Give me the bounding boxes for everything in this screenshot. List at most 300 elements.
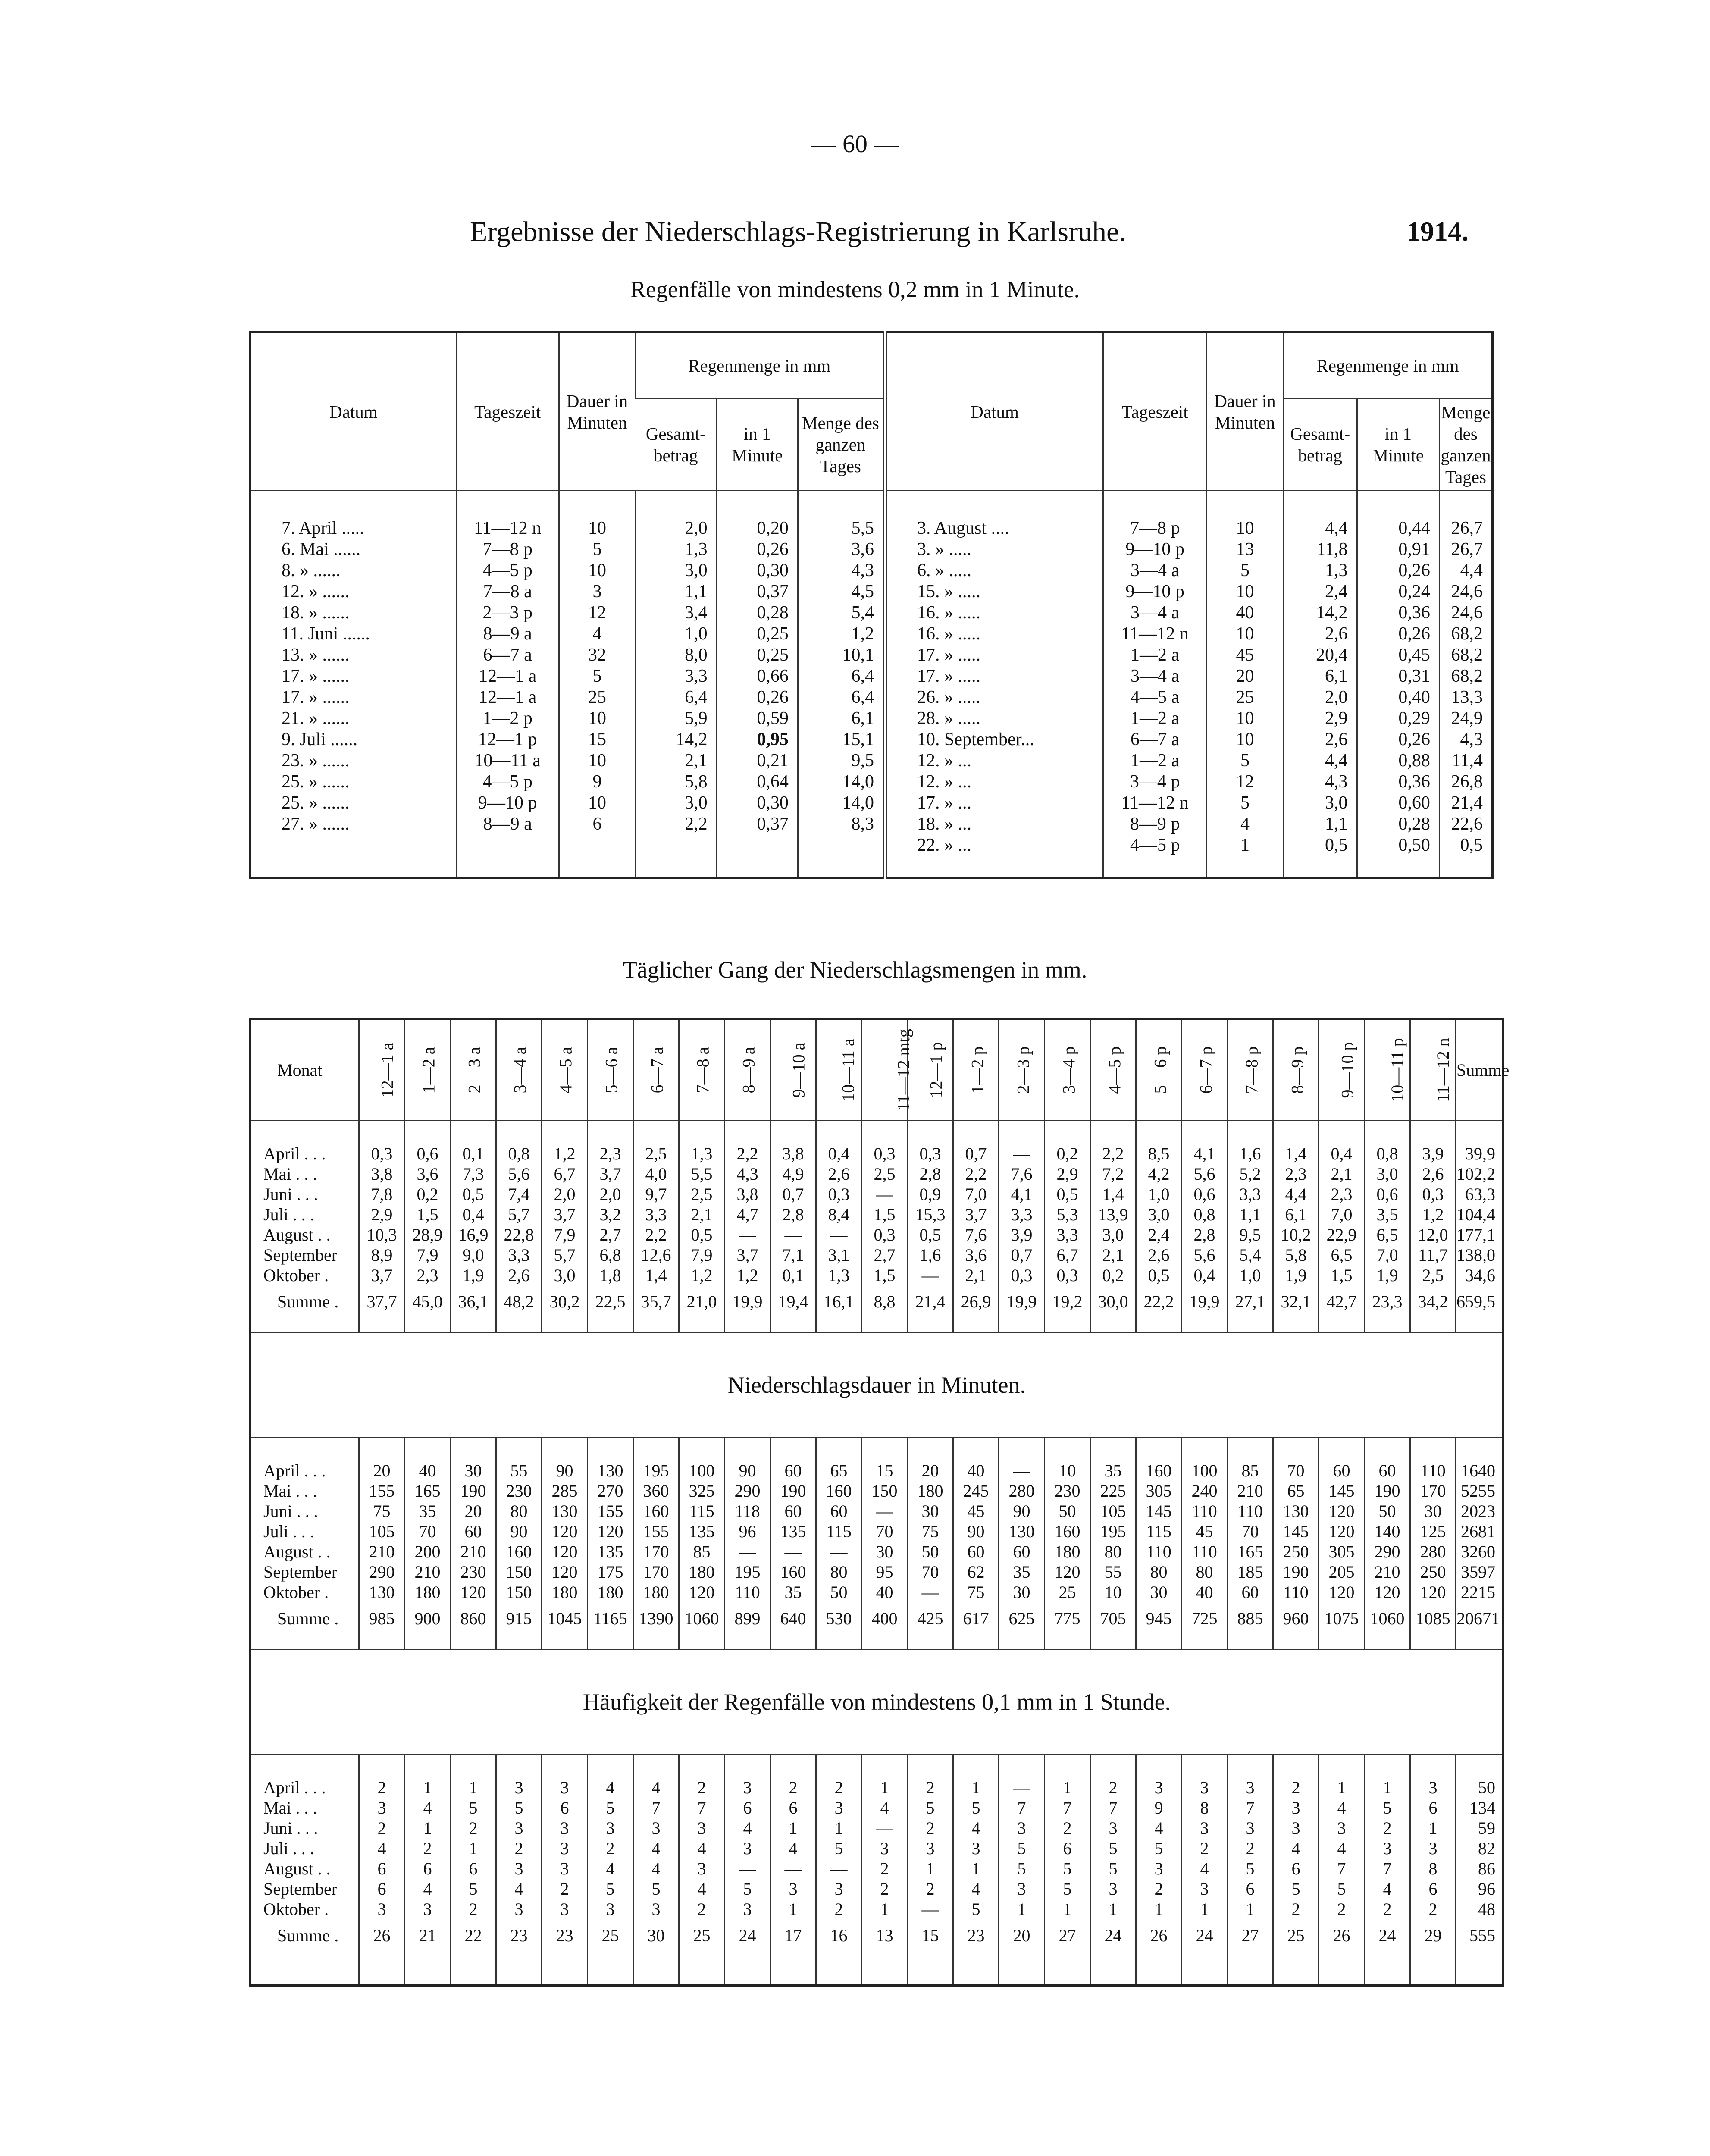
value-cell: 3 — [862, 1838, 908, 1858]
empty-cell — [1456, 1946, 1503, 1986]
empty-cell — [633, 1946, 679, 1986]
right-cell: 11,8 — [1283, 539, 1357, 560]
empty-cell — [862, 1629, 908, 1650]
right-cell: 6,1 — [1283, 666, 1357, 687]
empty-cell — [359, 1946, 405, 1986]
table-row — [251, 835, 1493, 856]
section3-subtitle-row — [251, 1333, 1503, 1438]
value-cell: 3,3 — [1228, 1184, 1273, 1204]
section1-subtitle: Regenfälle von mindestens 0,2 mm in 1 Minute. — [630, 276, 1080, 302]
value-cell: 240 — [1182, 1481, 1228, 1501]
sum-value: 25 — [679, 1919, 725, 1946]
value-cell: 3,0 — [1365, 1164, 1410, 1184]
value-cell: 3 — [1365, 1838, 1410, 1858]
value-cell: 3 — [542, 1838, 588, 1858]
empty-cell — [588, 1755, 633, 1778]
left-cell: 7—8 a — [456, 581, 559, 602]
spacer-row — [251, 1438, 1503, 1461]
value-cell: 6,1 — [1273, 1204, 1319, 1225]
section2-subtitle: Täglicher Gang der Niederschlagsmengen in mm. — [623, 957, 1087, 983]
value-cell: 8 — [1410, 1858, 1456, 1879]
empty-cell — [1456, 1121, 1503, 1144]
sum-value: 16 — [816, 1919, 862, 1946]
hour-header — [451, 1019, 496, 1121]
empty-cell — [1090, 1438, 1136, 1461]
value-cell: 3,0 — [1090, 1225, 1136, 1245]
value-cell: 7 — [999, 1798, 1045, 1818]
value-cell: 7 — [633, 1798, 679, 1818]
row-sum: 34,6 — [1456, 1265, 1503, 1285]
value-cell: 1 — [953, 1858, 999, 1879]
sum-value: 640 — [770, 1602, 816, 1629]
value-cell: 7,9 — [679, 1245, 725, 1265]
value-cell: 2 — [451, 1899, 496, 1919]
value-cell: 3 — [999, 1879, 1045, 1899]
value-cell: 0,4 — [451, 1204, 496, 1225]
row-sum: 138,0 — [1456, 1245, 1503, 1265]
empty-cell — [816, 1755, 862, 1778]
empty-cell — [251, 1438, 359, 1461]
value-cell: 0,8 — [496, 1144, 542, 1164]
hour-label: 7—8 p — [1242, 1046, 1262, 1094]
left-cell: 2,2 — [636, 814, 717, 835]
empty-cell — [1319, 1312, 1365, 1333]
empty-cell — [451, 1755, 496, 1778]
left-cell: 17. » ...... — [282, 687, 350, 707]
value-cell: 75 — [359, 1501, 405, 1521]
value-cell: 1 — [451, 1777, 496, 1798]
empty-cell — [1090, 1946, 1136, 1986]
empty-cell — [679, 1946, 725, 1986]
value-cell: 1,3 — [816, 1265, 862, 1285]
value-cell: 0,3 — [862, 1225, 908, 1245]
value-cell: 3 — [359, 1899, 405, 1919]
left-cell: 17. » ...... — [282, 666, 350, 686]
value-cell: 5 — [953, 1798, 999, 1818]
value-cell: 9 — [1136, 1798, 1182, 1818]
value-cell: 4 — [725, 1818, 770, 1838]
value-cell: 6 — [359, 1858, 405, 1879]
right-cell: 26,7 — [1439, 491, 1492, 539]
value-cell: 2,1 — [679, 1204, 725, 1225]
value-cell: 2 — [542, 1879, 588, 1899]
empty-cell — [1136, 1121, 1182, 1144]
value-cell: 110 — [725, 1582, 770, 1602]
value-cell: 4 — [633, 1838, 679, 1858]
value-cell: 3 — [633, 1899, 679, 1919]
empty-cell — [405, 1438, 451, 1461]
value-cell: 5,3 — [1045, 1204, 1090, 1225]
table-row — [251, 539, 1493, 560]
value-cell: 2 — [359, 1777, 405, 1798]
left-cell: 10 — [559, 560, 636, 581]
value-cell: 135 — [770, 1521, 816, 1542]
header-dauer-right: Dauer in Minuten — [1207, 332, 1284, 491]
value-cell: 8,5 — [1136, 1144, 1182, 1164]
empty-cell — [679, 1755, 725, 1778]
value-cell: 30 — [908, 1501, 953, 1521]
sum-value: 915 — [496, 1602, 542, 1629]
month-label: Mai . . . — [263, 1481, 317, 1501]
value-cell: 8,9 — [359, 1245, 405, 1265]
sum-value: 530 — [816, 1602, 862, 1629]
value-cell: 0,7 — [770, 1184, 816, 1204]
value-cell: 96 — [725, 1521, 770, 1542]
left-cell: 14,2 — [636, 729, 717, 750]
empty-cell — [816, 1946, 862, 1986]
right-cell: 3—4 p — [1103, 771, 1207, 793]
empty-cell — [908, 1755, 953, 1778]
value-cell: 110 — [1228, 1501, 1273, 1521]
value-cell: 1 — [770, 1899, 816, 1919]
right-cell: 3. » ..... — [885, 539, 1103, 560]
value-cell: 210 — [1228, 1481, 1273, 1501]
value-cell: 5 — [1136, 1838, 1182, 1858]
value-cell: 1,5 — [862, 1204, 908, 1225]
value-cell: 0,3 — [359, 1144, 405, 1164]
hour-header — [679, 1019, 725, 1121]
value-cell: 3,1 — [816, 1245, 862, 1265]
value-cell: 2,8 — [770, 1204, 816, 1225]
right-cell: 25 — [1207, 687, 1284, 708]
sum-value: 26 — [359, 1919, 405, 1946]
value-cell: 1,4 — [1090, 1184, 1136, 1204]
sum-value: 29 — [1410, 1919, 1456, 1946]
value-cell: 3 — [588, 1818, 633, 1838]
value-cell: 210 — [1365, 1562, 1410, 1582]
empty-cell — [1456, 1629, 1503, 1650]
hour-label: 6—7 p — [1196, 1046, 1216, 1094]
sum-value: 625 — [999, 1602, 1045, 1629]
empty-cell — [1182, 1629, 1228, 1650]
value-cell: 6 — [405, 1858, 451, 1879]
row-sum: 104,4 — [1456, 1204, 1503, 1225]
value-cell: 6 — [1410, 1798, 1456, 1818]
right-cell: 16. » ..... — [885, 602, 1103, 624]
value-cell: 11,7 — [1410, 1245, 1456, 1265]
value-cell: 6 — [451, 1858, 496, 1879]
value-cell: 9,5 — [1228, 1225, 1273, 1245]
right-cell: 12. » ... — [885, 771, 1103, 793]
value-cell: 4 — [770, 1838, 816, 1858]
value-cell: 4 — [588, 1777, 633, 1798]
left-cell: 21. » ...... — [282, 708, 350, 728]
value-cell: 85 — [679, 1542, 725, 1562]
value-cell: 12,6 — [633, 1245, 679, 1265]
left-cell: 15,1 — [798, 729, 885, 750]
empty-cell — [816, 1438, 862, 1461]
value-cell: 115 — [1136, 1521, 1182, 1542]
empty-cell — [1090, 1121, 1136, 1144]
value-cell: 105 — [359, 1521, 405, 1542]
value-cell: 4,7 — [725, 1204, 770, 1225]
empty-cell — [251, 1312, 359, 1333]
value-cell: 7,9 — [405, 1245, 451, 1265]
value-cell: 5 — [1319, 1879, 1365, 1899]
value-cell: 3 — [1319, 1818, 1365, 1838]
empty-cell — [451, 1629, 496, 1650]
value-cell: 8 — [1182, 1798, 1228, 1818]
hour-label: 11—12 n — [1433, 1037, 1453, 1102]
right-cell: 1,1 — [1283, 814, 1357, 835]
value-cell: 118 — [725, 1501, 770, 1521]
month-label: September — [263, 1245, 338, 1265]
value-cell: 0,4 — [816, 1144, 862, 1164]
value-cell: 3 — [542, 1899, 588, 1919]
row-sum: 48 — [1456, 1899, 1503, 1919]
value-cell: 1 — [1319, 1777, 1365, 1798]
value-cell: 180 — [1045, 1542, 1090, 1562]
value-cell: 210 — [405, 1562, 451, 1582]
sum-value: 1390 — [633, 1602, 679, 1629]
value-cell: 0,5 — [679, 1225, 725, 1245]
hour-label: 4—5 p — [1105, 1046, 1124, 1094]
empty-cell — [251, 1755, 359, 1778]
value-cell: 2 — [359, 1818, 405, 1838]
month-label: April . . . — [263, 1778, 326, 1797]
value-cell: 30 — [1410, 1501, 1456, 1521]
empty-cell — [251, 1629, 359, 1650]
empty-cell — [999, 1755, 1045, 1778]
value-cell: 2 — [588, 1838, 633, 1858]
left-cell: 1,1 — [636, 581, 717, 602]
row-sum: 63,3 — [1456, 1184, 1503, 1204]
right-cell: 28. » ..... — [885, 708, 1103, 729]
value-cell: 5,8 — [1273, 1245, 1319, 1265]
hour-header — [1136, 1019, 1182, 1121]
right-cell: 1 — [1207, 835, 1284, 856]
sum-value: 725 — [1182, 1602, 1228, 1629]
value-cell: 150 — [496, 1562, 542, 1582]
left-cell: 9,5 — [798, 750, 885, 771]
value-cell: 3 — [1410, 1838, 1456, 1858]
left-cell: 8. » ...... — [282, 561, 341, 580]
value-cell: — — [908, 1899, 953, 1919]
hour-label: 2—3 p — [1013, 1046, 1033, 1094]
value-cell: 1,1 — [1228, 1204, 1273, 1225]
right-cell: 12. » ... — [885, 750, 1103, 771]
right-cell: 8—9 p — [1103, 814, 1207, 835]
hour-label: 12—1 p — [926, 1042, 946, 1098]
empty-cell — [1283, 856, 1357, 878]
sum-value: 24 — [725, 1919, 770, 1946]
section4-subtitle: Häufigkeit der Regenfälle von mindestens 0,1 mm in 1 Stunde. — [251, 1650, 1503, 1755]
value-cell: 1,2 — [725, 1265, 770, 1285]
hour-header — [999, 1019, 1045, 1121]
right-cell: 10 — [1207, 581, 1284, 602]
row-sum: 86 — [1456, 1858, 1503, 1879]
value-cell: 1 — [770, 1818, 816, 1838]
value-cell: 75 — [908, 1521, 953, 1542]
value-cell: 2 — [816, 1777, 862, 1798]
empty-cell — [1365, 1629, 1410, 1650]
left-cell: 5,4 — [798, 602, 885, 624]
value-cell: 5,4 — [1228, 1245, 1273, 1265]
value-cell: 5 — [999, 1838, 1045, 1858]
right-cell: 4—5 a — [1103, 687, 1207, 708]
empty-cell — [405, 1629, 451, 1650]
value-cell: 2 — [1228, 1838, 1273, 1858]
empty-cell — [885, 856, 1103, 878]
sum-value: 425 — [908, 1602, 953, 1629]
empty-cell — [1045, 1946, 1090, 1986]
value-cell: 4 — [1136, 1818, 1182, 1838]
header-tageszeit: Tageszeit — [456, 332, 559, 491]
value-cell: 2 — [770, 1777, 816, 1798]
sum-label: Summe . — [277, 1292, 339, 1311]
value-cell: 1 — [405, 1818, 451, 1838]
right-cell: 68,2 — [1439, 666, 1492, 687]
value-cell: — — [770, 1225, 816, 1245]
value-cell: 290 — [1365, 1542, 1410, 1562]
empty-cell — [798, 835, 885, 856]
value-cell: 6,7 — [1045, 1245, 1090, 1265]
right-cell: 4 — [1207, 814, 1284, 835]
right-cell: 20 — [1207, 666, 1284, 687]
value-cell: 155 — [359, 1481, 405, 1501]
right-cell: 45 — [1207, 645, 1284, 666]
right-cell: 1—2 a — [1103, 750, 1207, 771]
right-cell: 0,29 — [1357, 708, 1439, 729]
value-cell: 2,5 — [1410, 1265, 1456, 1285]
right-cell: 3—4 a — [1103, 666, 1207, 687]
left-cell: 2,0 — [636, 491, 717, 539]
empty-cell — [251, 1121, 359, 1144]
value-cell: — — [908, 1265, 953, 1285]
right-cell: 0,60 — [1357, 793, 1439, 814]
empty-cell — [717, 835, 798, 856]
value-cell: 7,8 — [359, 1184, 405, 1204]
empty-cell — [1365, 1946, 1410, 1986]
rain-events-body — [251, 491, 1493, 878]
sum-value: 36,1 — [451, 1285, 496, 1312]
monat-header: Monat — [251, 1019, 359, 1121]
left-cell: 4,3 — [798, 560, 885, 581]
value-cell: 2 — [1136, 1879, 1182, 1899]
right-cell: 68,2 — [1439, 624, 1492, 645]
empty-cell — [1456, 1755, 1503, 1778]
value-cell: 3,7 — [953, 1204, 999, 1225]
spacer-row — [251, 1312, 1503, 1333]
value-cell: 0,7 — [953, 1144, 999, 1164]
grand-total: 659,5 — [1456, 1285, 1503, 1312]
left-cell: 10 — [559, 491, 636, 539]
right-cell: 1—2 a — [1103, 645, 1207, 666]
right-cell: 26,8 — [1439, 771, 1492, 793]
value-cell: 3 — [816, 1879, 862, 1899]
value-cell: 4 — [405, 1879, 451, 1899]
value-cell: 60 — [1365, 1460, 1410, 1481]
value-cell: 2 — [1273, 1777, 1319, 1798]
right-cell: 5 — [1207, 793, 1284, 814]
right-cell: 3—4 a — [1103, 560, 1207, 581]
right-cell: 10. September... — [885, 729, 1103, 750]
empty-cell — [1228, 1629, 1273, 1650]
value-cell: 3 — [816, 1798, 862, 1818]
value-cell: 305 — [1136, 1481, 1182, 1501]
value-cell: 90 — [542, 1460, 588, 1481]
left-cell: 5,5 — [798, 491, 885, 539]
value-cell: 5 — [1045, 1879, 1090, 1899]
value-cell: 120 — [542, 1542, 588, 1562]
sum-value: 13 — [862, 1919, 908, 1946]
value-cell: 0,4 — [1182, 1265, 1228, 1285]
value-cell: 110 — [1136, 1542, 1182, 1562]
empty-cell — [1410, 1312, 1456, 1333]
value-cell: — — [725, 1542, 770, 1562]
empty-cell — [999, 1629, 1045, 1650]
value-cell: 125 — [1410, 1521, 1456, 1542]
value-cell: 3,7 — [359, 1265, 405, 1285]
month-label: Juni . . . — [263, 1818, 318, 1838]
value-cell: 3 — [496, 1818, 542, 1838]
header-datum: Datum — [251, 332, 457, 491]
value-cell: 5 — [496, 1798, 542, 1818]
value-cell: 6 — [359, 1879, 405, 1899]
value-cell: 3,7 — [542, 1204, 588, 1225]
empty-cell — [953, 1312, 999, 1333]
table-row — [251, 491, 1493, 539]
empty-cell — [1182, 1121, 1228, 1144]
rain-events-table — [249, 331, 1494, 879]
sum-value: 19,9 — [999, 1285, 1045, 1312]
month-row — [251, 1899, 1503, 1919]
value-cell: 4 — [1319, 1838, 1365, 1858]
left-cell: 0,25 — [717, 645, 798, 666]
left-cell: 6,1 — [798, 708, 885, 729]
value-cell: 3,7 — [588, 1164, 633, 1184]
value-cell: 1,6 — [908, 1245, 953, 1265]
left-cell: 10—11 a — [456, 750, 559, 771]
value-cell: 160 — [633, 1501, 679, 1521]
value-cell: 1,0 — [1228, 1265, 1273, 1285]
value-cell: 110 — [1182, 1542, 1228, 1562]
empty-cell — [496, 1121, 542, 1144]
value-cell: 170 — [633, 1562, 679, 1582]
right-cell: 0,50 — [1357, 835, 1439, 856]
right-cell: 21,4 — [1439, 793, 1492, 814]
left-cell: 3,4 — [636, 602, 717, 624]
left-cell: 3,0 — [636, 793, 717, 814]
summe-header: Summe — [1456, 1019, 1503, 1121]
value-cell: — — [999, 1460, 1045, 1481]
left-cell: 1,2 — [798, 624, 885, 645]
value-cell: 170 — [633, 1542, 679, 1562]
table-row — [251, 771, 1493, 793]
right-cell: 0,5 — [1283, 835, 1357, 856]
value-cell: 3 — [1182, 1818, 1228, 1838]
value-cell: 1,9 — [1273, 1265, 1319, 1285]
value-cell: 30 — [1136, 1582, 1182, 1602]
empty-cell — [1319, 1438, 1365, 1461]
value-cell: 2,6 — [816, 1164, 862, 1184]
sum-value: 23 — [542, 1919, 588, 1946]
right-cell: 17. » ..... — [885, 645, 1103, 666]
value-cell: 5,6 — [496, 1164, 542, 1184]
empty-cell — [816, 1629, 862, 1650]
left-cell: 0,21 — [717, 750, 798, 771]
empty-cell — [679, 1629, 725, 1650]
left-cell: 8,3 — [798, 814, 885, 835]
left-cell: 0,26 — [717, 539, 798, 560]
right-cell: 0,26 — [1357, 624, 1439, 645]
right-cell: 3. August .... — [885, 491, 1103, 539]
empty-cell — [1228, 1438, 1273, 1461]
sum-row — [251, 1285, 1503, 1312]
right-cell: 7—8 p — [1103, 491, 1207, 539]
empty-cell — [1182, 1312, 1228, 1333]
empty-cell — [1319, 1946, 1365, 1986]
